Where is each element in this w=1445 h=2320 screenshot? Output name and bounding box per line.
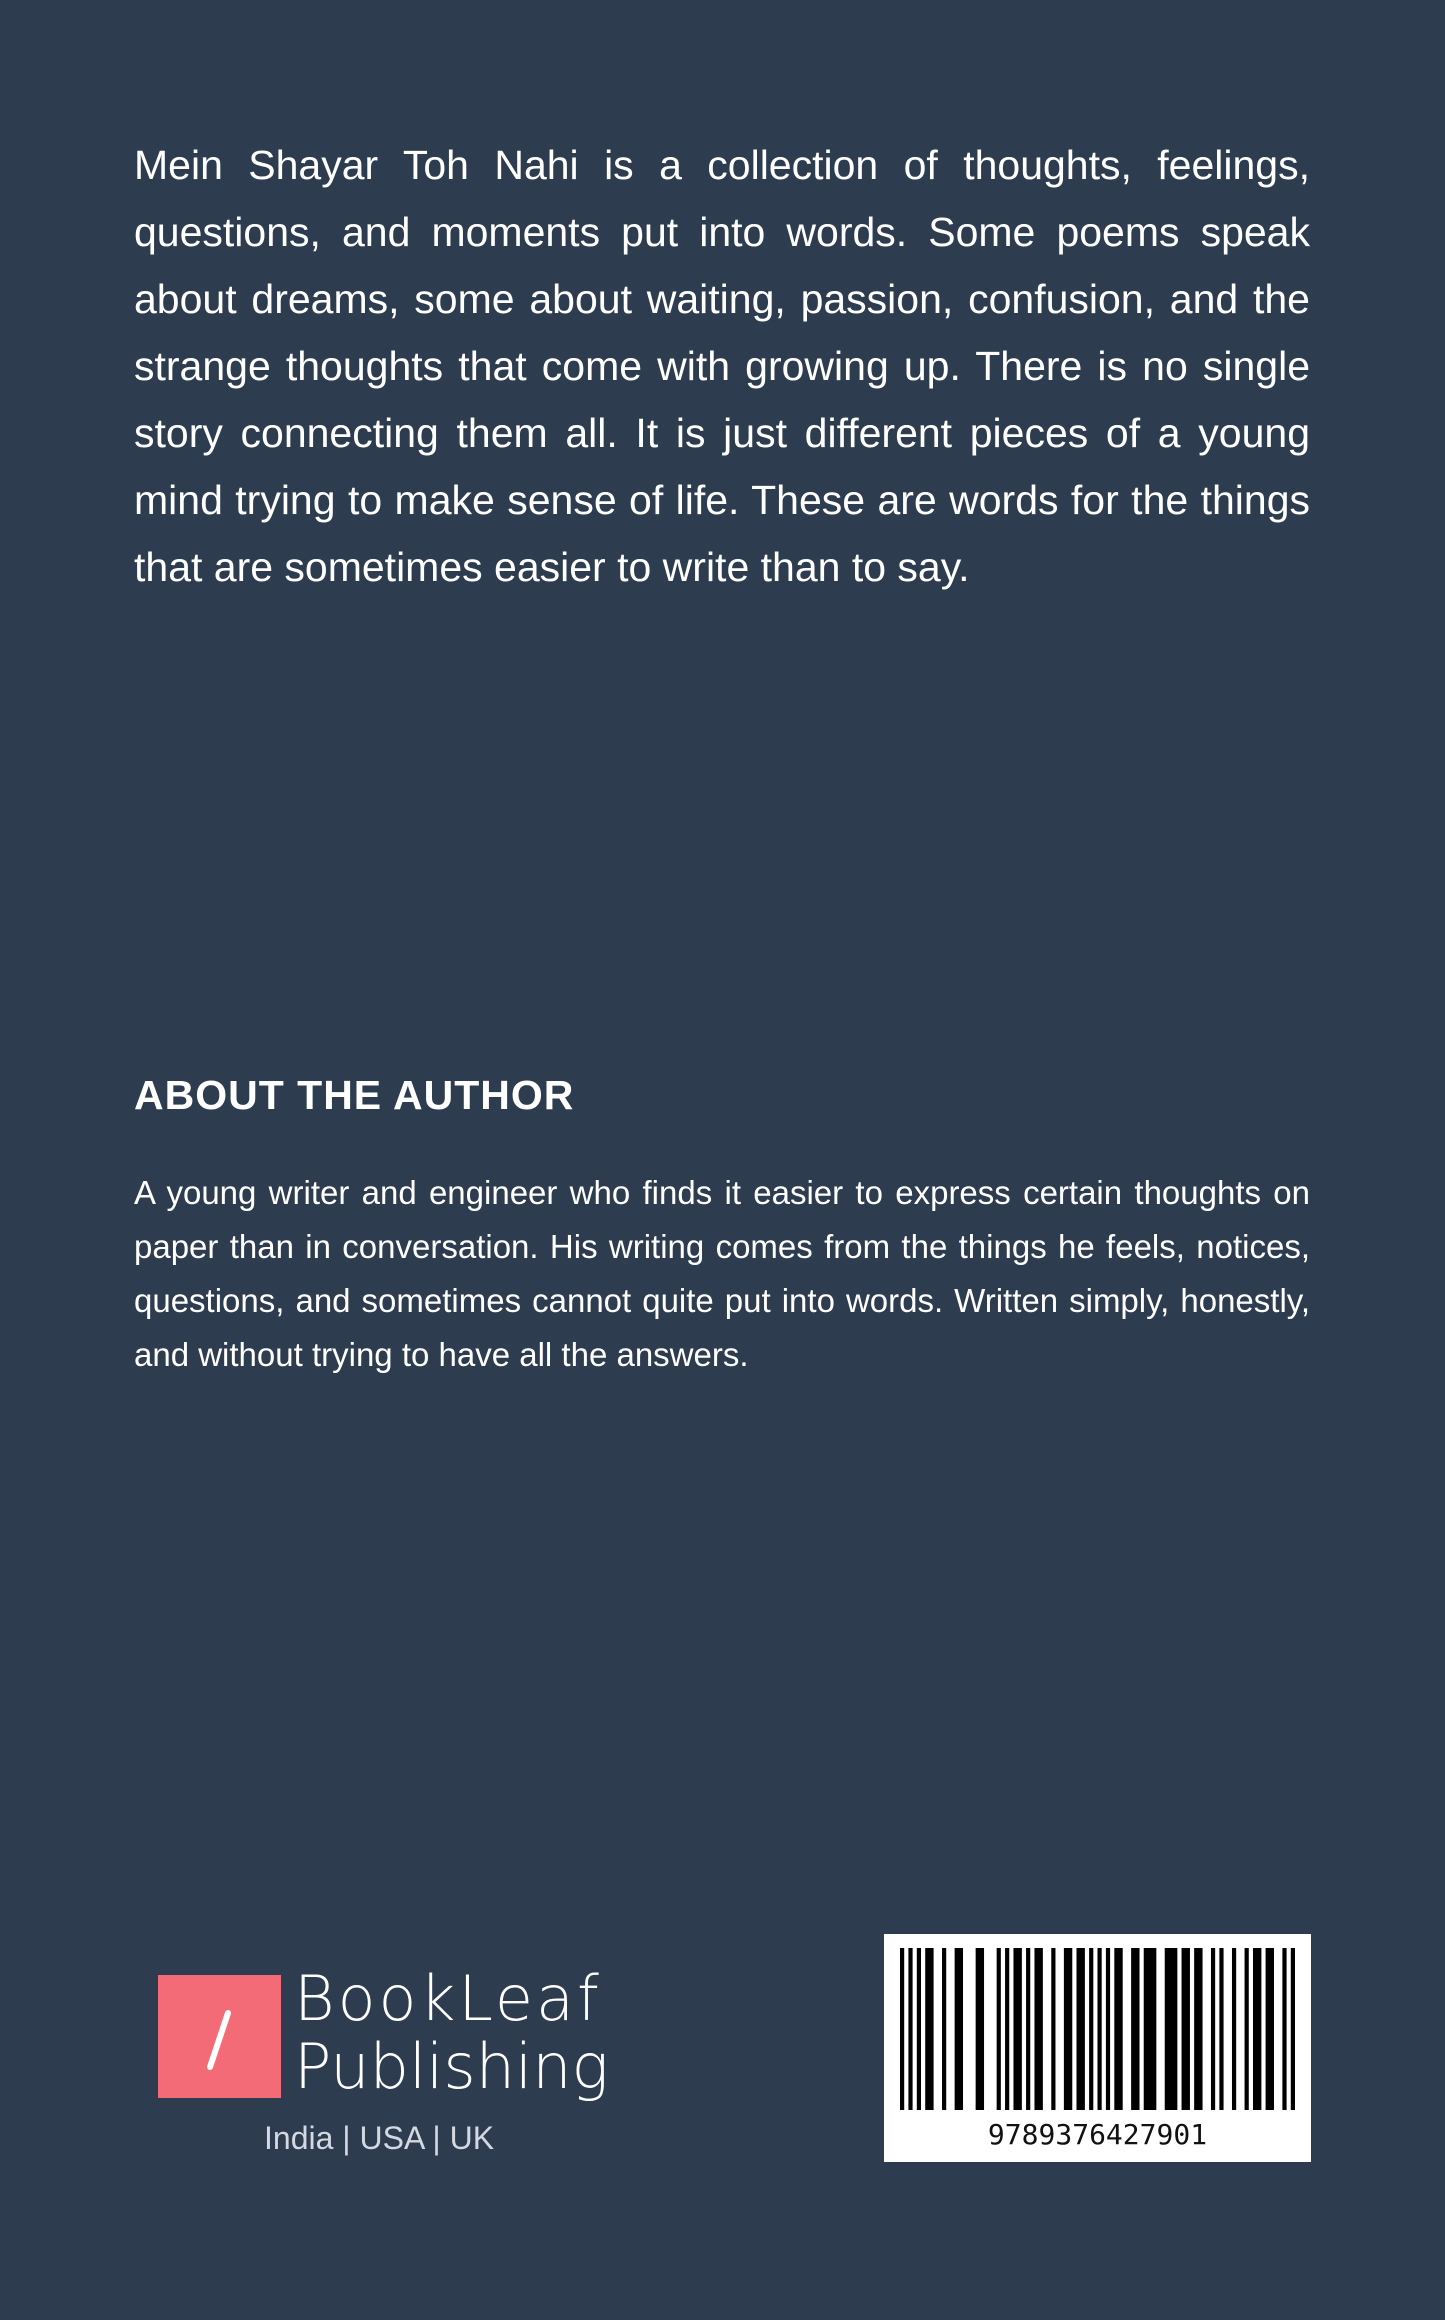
barcode-bar	[1114, 1948, 1122, 2110]
barcode-bar	[1089, 1948, 1093, 2110]
barcode-bar	[942, 1948, 946, 2110]
barcode-bar	[1051, 1948, 1055, 2110]
barcode-bar	[1144, 1948, 1157, 2110]
barcode-bar	[955, 1948, 963, 2110]
barcode-bar	[1266, 1948, 1274, 2110]
barcode-bar	[900, 1948, 904, 2110]
publisher-name-line2: Publishing	[294, 2030, 609, 2103]
barcode-bar	[1064, 1948, 1072, 2110]
barcode-bar	[1034, 1948, 1042, 2110]
barcode-bar	[1219, 1948, 1223, 2110]
barcode-bar	[908, 1948, 912, 2110]
barcode-bar	[1182, 1948, 1190, 2110]
barcode-bar	[1232, 1948, 1236, 2110]
barcode-bar	[1282, 1948, 1286, 2110]
barcode-bar	[925, 1948, 933, 2110]
barcode-bar	[1013, 1948, 1021, 2110]
barcode-bar	[976, 1948, 984, 2110]
barcode-bar	[1165, 1948, 1178, 2110]
barcode-bar	[1005, 1948, 1009, 2110]
barcode-bar	[1131, 1948, 1139, 2110]
publisher-name-line1: BookLeaf	[294, 1962, 602, 2035]
barcode-bar	[1194, 1948, 1202, 2110]
about-author-heading: ABOUT THE AUTHOR	[134, 1072, 575, 1118]
publisher-regions: India | USA | UK	[264, 2120, 495, 2156]
barcode-bar	[1211, 1948, 1215, 2110]
barcode-bar	[997, 1948, 1001, 2110]
about-author-text: A young writer and engineer who finds it easier to express certain thoughts on paper than in conversation. His writing comes from the things he feels, notices, questions, and sometimes cannot quite put into words. Written simply, honestly, and without trying to have all the answers.	[134, 1174, 1310, 1373]
book-blurb: Mein Shayar Toh Nahi is a collection of thoughts, feelings, questions, and moments put into words. Some poems speak about dreams, some about waiting, passion, confusion, and the strange thoughts that come with growing up. There is no single story connecting them all. It is just different pieces of a young mind trying to make sense of life. These are words for the things that are sometimes easier to write than to say.	[134, 142, 1310, 590]
barcode-bar	[1106, 1948, 1110, 2110]
barcode-bar	[1098, 1948, 1102, 2110]
slash-icon	[158, 1975, 281, 2098]
barcode-bar	[1026, 1948, 1030, 2110]
barcode-bars	[900, 1948, 1295, 2110]
publisher-logo	[158, 1962, 609, 2168]
barcode-bar	[917, 1948, 921, 2110]
isbn-number: 9789376427901	[987, 2118, 1208, 2151]
barcode-bar	[1291, 1948, 1295, 2110]
barcode-bar	[1076, 1948, 1084, 2110]
isbn-barcode	[884, 1934, 1311, 2162]
barcode-bar	[1245, 1948, 1249, 2110]
barcode-bar	[1253, 1948, 1261, 2110]
